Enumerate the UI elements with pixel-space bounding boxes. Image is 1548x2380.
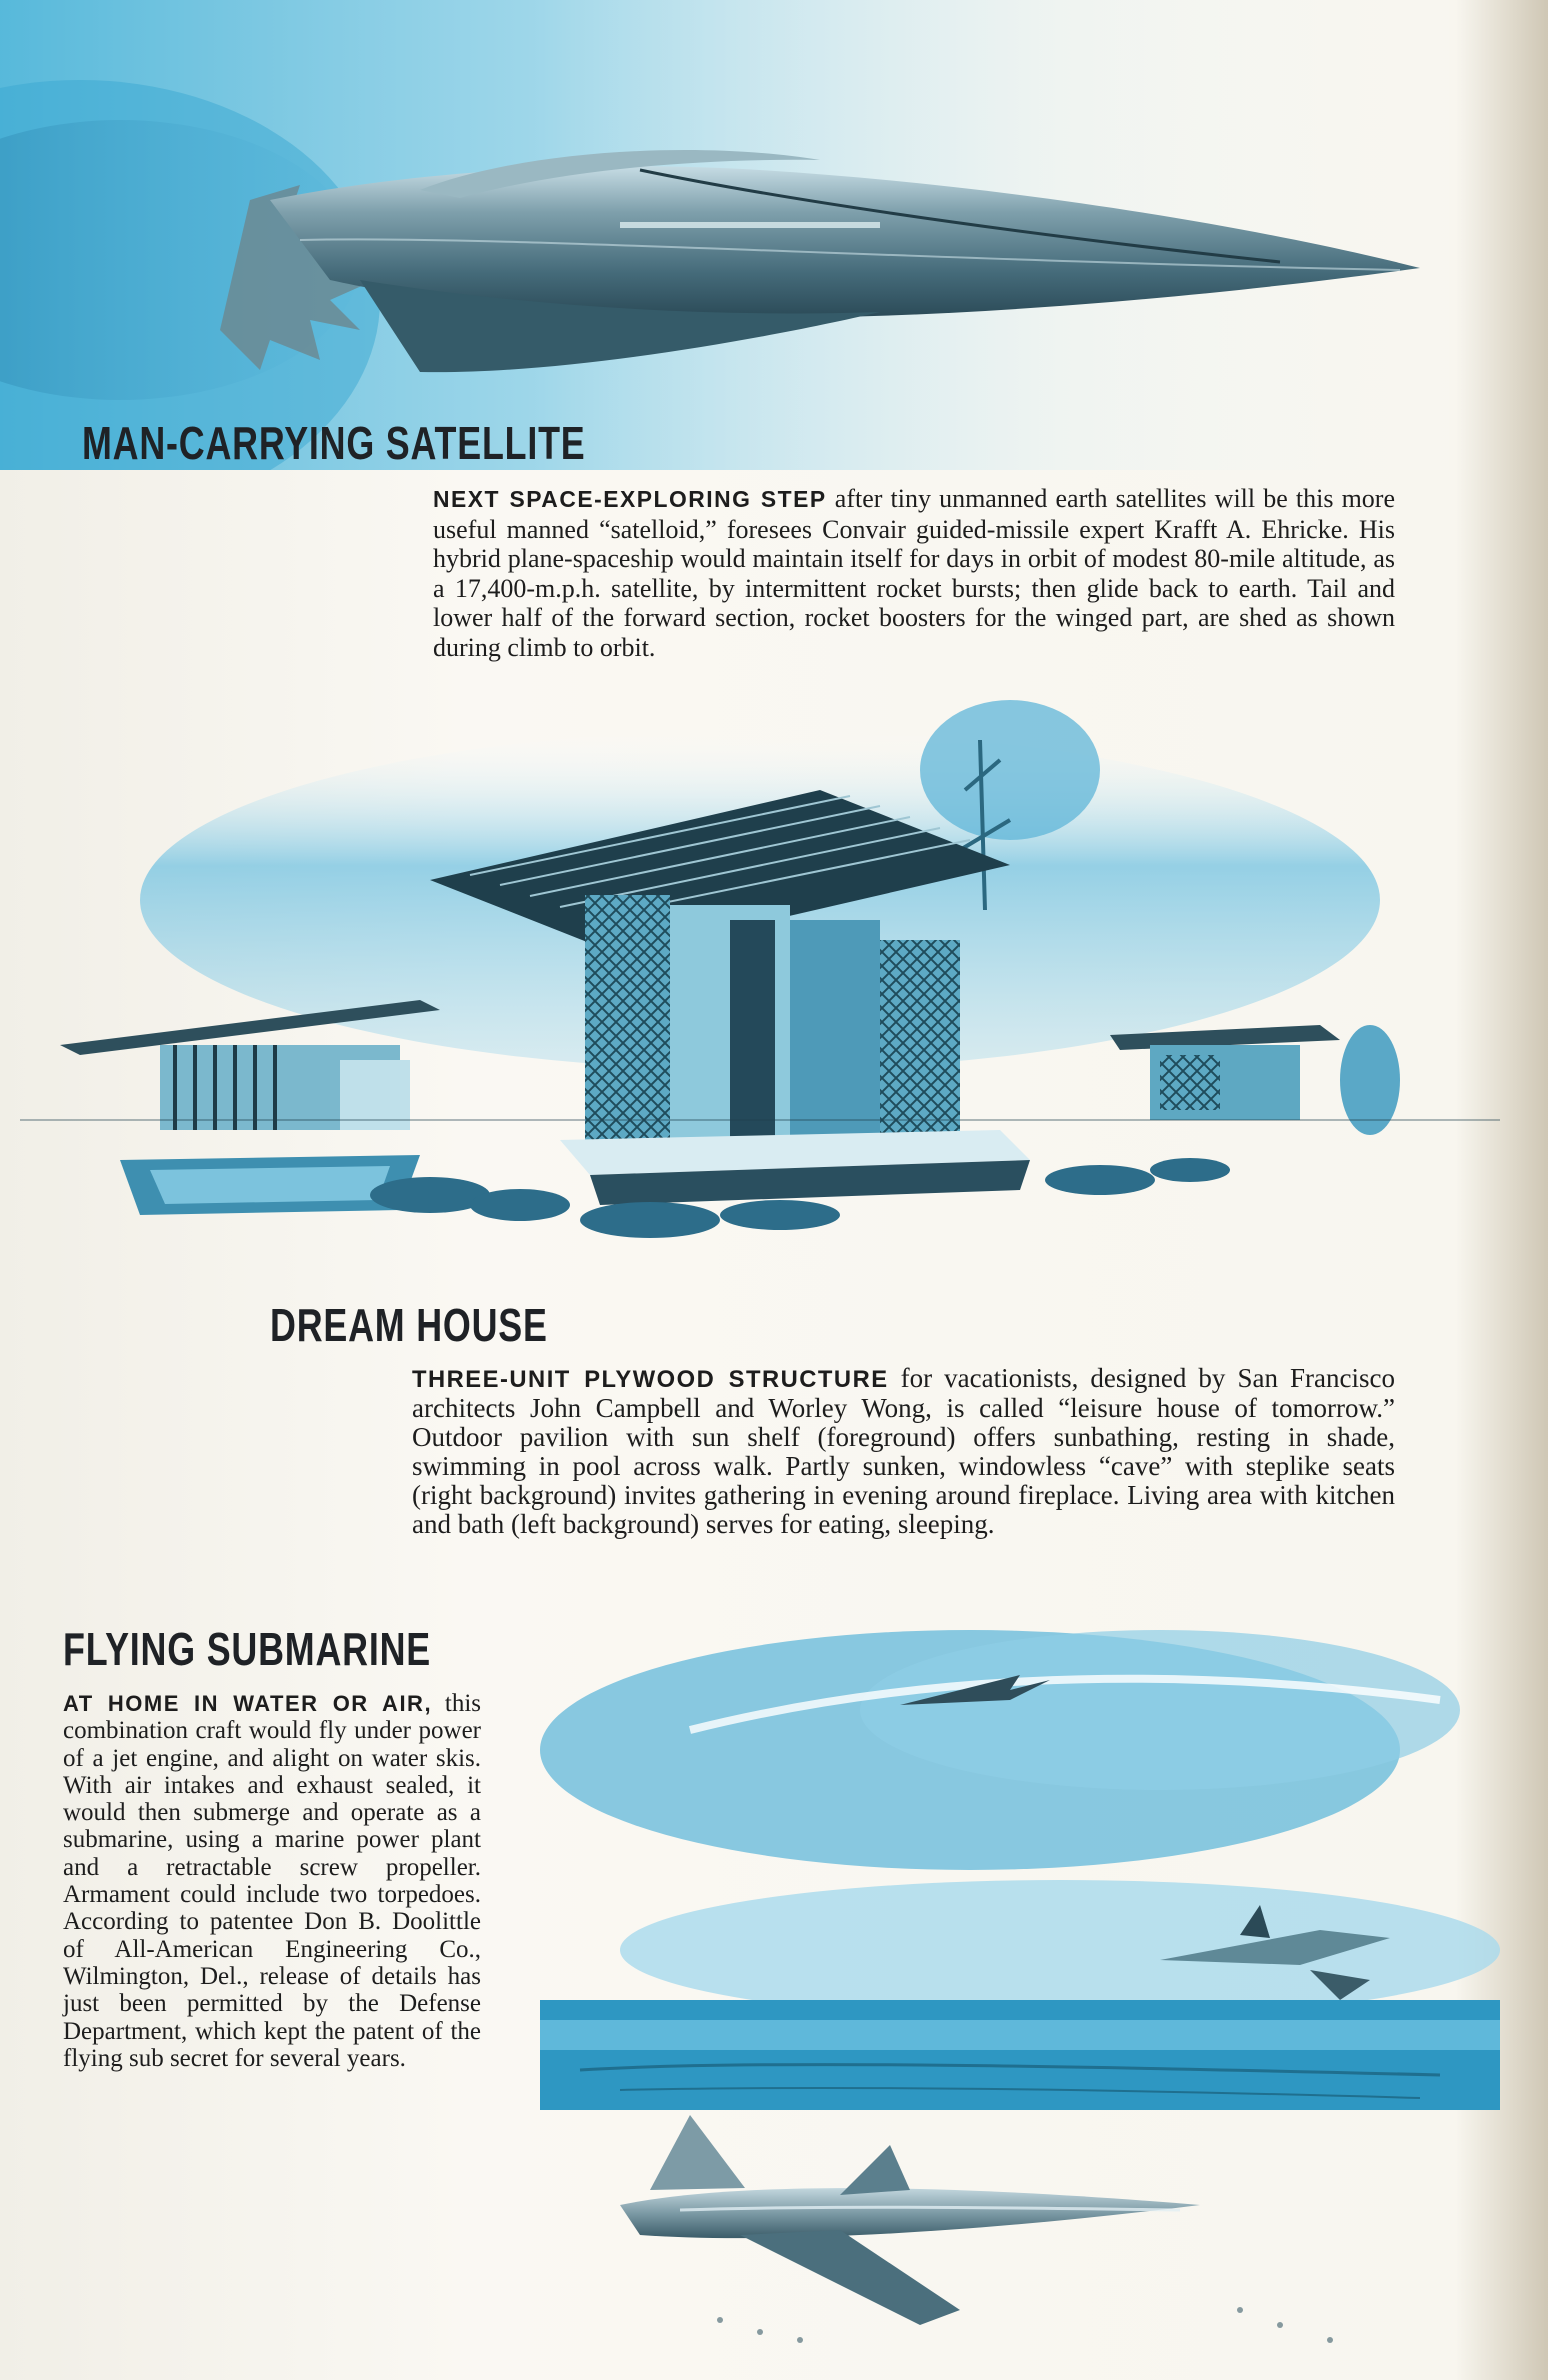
dream-house-heading: DREAM HOUSE	[270, 1299, 548, 1351]
satellite-heading: MAN-CARRYING SATELLITE	[82, 417, 586, 469]
flying-submarine-lead: AT HOME IN WATER OR AIR,	[63, 1691, 433, 1716]
satellite-caption	[433, 484, 1395, 662]
dream-house-illustration	[0, 700, 1520, 1260]
satellite-illustration	[0, 0, 1520, 470]
flying-submarine-heading: FLYING SUBMARINE	[63, 1623, 431, 1675]
dream-house-caption	[412, 1364, 1395, 1539]
satellite-body: after tiny unmanned earth satellites will be this more useful manned “satelloid,” foresees Convair guided-missile expert Krafft A. Ehricke. His hybrid plane-spaceship would maintain itself for days in orbit of modest 80-mile altitude, as a 17,400-m.p.h. satellite, by intermittent rocket bursts; then glide back to earth. Tail and lower half of the forward section, rocket boosters for the winged part, are shed as shown during climb to orbit.	[433, 484, 1395, 662]
dream-house-body: for vacationists, designed by San Francisco architects John Campbell and Worley Wong, is called “leisure house of tomorrow.” Outdoor pavilion with sun shelf (foreground) offers sunbathing, resting in shade, swimming in pool across walk. Partly sunken, windowless “cave” with steplike seats (right background) invites gathering in evening around fireplace. Living area with kitchen and bath (left background) serves for eating, sleeping.	[412, 1363, 1395, 1539]
satellite-lead: NEXT SPACE-EXPLORING STEP	[433, 486, 827, 512]
dream-house-lead: THREE-UNIT PLYWOOD STRUCTURE	[412, 1366, 889, 1393]
flying-submarine-caption	[63, 1690, 481, 2072]
flying-submarine-body: this combination craft would fly under power of a jet engine, and alight on water skis. With air intakes and exhaust sealed, it would then submerge and operate as a submarine, using a marine power plant and a retractable screw propeller. Armament could include two torpedoes. According to patentee Don B. Doolittle of All-American Engineering Co., Wilmington, Del., release of details has just been permitted by the Defense Department, which kept the patent of the flying sub secret for several years.	[63, 1690, 481, 2072]
flying-submarine-illustration	[540, 1620, 1500, 2380]
